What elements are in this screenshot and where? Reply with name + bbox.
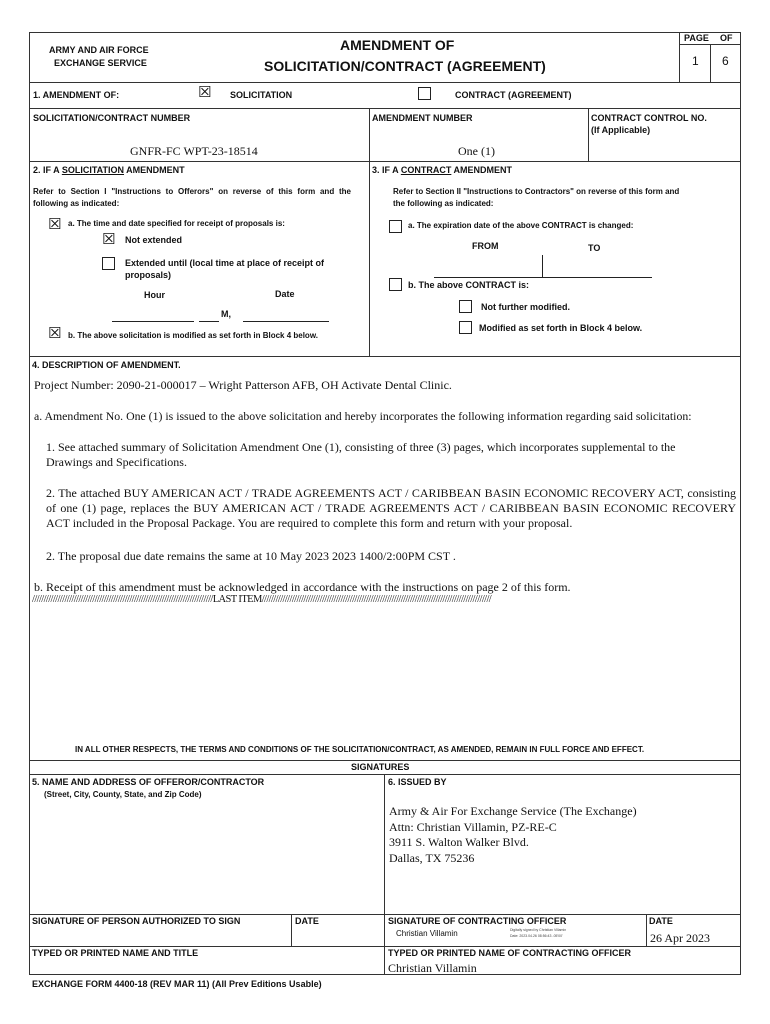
contracting-officer-signature-label: SIGNATURE OF CONTRACTING OFFICER [388, 916, 567, 926]
signature-date-label: DATE [295, 916, 319, 926]
issuer-line3: 3911 S. Walton Walker Blvd. [389, 835, 529, 849]
block3-a-checkbox[interactable] [389, 220, 402, 233]
issued-by-label: 6. ISSUED BY [388, 777, 447, 787]
not-modified-checkbox[interactable] [459, 300, 472, 313]
from-to-line [434, 277, 652, 278]
extended-label: Extended until (local time at place of receipt of proposals) [125, 258, 325, 280]
issuer-line4: Dallas, TX 75236 [389, 851, 475, 865]
page-total: 6 [722, 54, 729, 68]
description-label: 4. DESCRIPTION OF AMENDMENT. [32, 360, 181, 370]
org-name-line1: ARMY AND AIR FORCE [49, 45, 149, 55]
hour-line [112, 321, 194, 322]
m-label: M, [221, 309, 231, 319]
paragraph-b: b. Receipt of this amendment must be acknowledged in accordance with the instructions on page 2 of this form. [34, 580, 571, 594]
hour-label: Hour [144, 290, 165, 300]
block2-b-checkbox[interactable]: ☒ [48, 324, 62, 342]
block2-b-text: b. The above solicitation is modified as set forth in Block 4 below. [68, 331, 318, 340]
date-line [243, 321, 329, 322]
issuer-line2: Attn: Christian Villamin, PZ-RE-C [389, 820, 557, 834]
signatures-header: SIGNATURES [351, 762, 410, 772]
block2-intro: Refer to Section I "Instructions to Offerors" on reverse of this form and the following as indicated: [33, 187, 351, 208]
officer-date-value: 26 Apr 2023 [650, 931, 710, 945]
form-title-line2: SOLICITATION/CONTRACT (AGREEMENT) [264, 58, 546, 74]
item-1: 1. See attached summary of Solicitation Amendment One (1), consisting of three (3) pages, which incorporates supplemental to the Drawings and Specifications. [46, 440, 676, 469]
digital-signature-line1: Digitally signed by Christian Villamin [510, 928, 567, 932]
officer-signature-name: Christian Villamin [396, 929, 458, 938]
contract-checkbox[interactable] [418, 87, 431, 100]
typed-officer-label: TYPED OR PRINTED NAME OF CONTRACTING OFFICER [388, 948, 631, 958]
amendment-of-label: 1. AMENDMENT OF: [33, 90, 120, 100]
not-modified-label: Not further modified. [481, 302, 570, 312]
digital-signature-line2: Date: 2023.04.26 08:56:43 -05'00' [510, 934, 563, 938]
block3-a-text: a. The expiration date of the above CONTRACT is changed: [408, 221, 634, 230]
modified-checkbox[interactable] [459, 321, 472, 334]
block3-title: 3. IF A CONTRACT AMENDMENT [372, 165, 513, 175]
signature-person-label: SIGNATURE OF PERSON AUTHORIZED TO SIGN [32, 916, 241, 926]
block3-intro: Refer to Section II "Instructions to Contractors" on reverse of this form and the following as indicated: [393, 187, 680, 208]
last-item-marker: //////////////////////////////////////////////////////////////////////////////LAST ITEM/////////////////////////////////////////////////////////////////////////////////////////////////// [32, 594, 492, 605]
block2-a-checkbox[interactable]: ☒ [48, 215, 62, 233]
block2-a-text: a. The time and date specified for receipt of proposals is: [68, 219, 285, 228]
typed-officer-name: Christian Villamin [388, 961, 477, 975]
minute-line [199, 321, 219, 322]
of-label: OF [720, 33, 733, 43]
form-title-line1: AMENDMENT OF [340, 37, 455, 53]
from-to-divider [542, 255, 543, 277]
terms-statement: IN ALL OTHER RESPECTS, THE TERMS AND CONDITIONS OF THE SOLICITATION/CONTRACT, AS AMENDED, REMAIN IN FULL FORCE AND EFFECT. [75, 745, 645, 754]
block2-title: 2. IF A SOLICITATION AMENDMENT [33, 165, 185, 175]
solicitation-number-label: SOLICITATION/CONTRACT NUMBER [33, 113, 191, 123]
item-2: 2. The attached BUY AMERICAN ACT / TRADE AGREEMENTS ACT / CARIBBEAN BASIN ECONOMIC RECOVERY ACT, consisting of one (1) page, replaces the BUY AMERICAN ACT / TRADE AGREEMENTS ACT / CARIBBEAN BASIN ECONOMIC RECOVERY ACT included in the Proposal Package. You are required to complete this form and return with your proposal. [46, 486, 736, 530]
not-extended-label: Not extended [125, 235, 183, 245]
block3-b-text: b. The above CONTRACT is: [408, 280, 530, 290]
officer-date-label: DATE [649, 916, 673, 926]
page-label: PAGE [684, 33, 709, 43]
item-3: 2. The proposal due date remains the same at 10 May 2023 2023 1400/2:00PM CST . [46, 549, 456, 563]
amendment-number-value: One (1) [458, 144, 495, 158]
not-extended-checkbox[interactable]: ☒ [102, 230, 116, 248]
project-number: Project Number: 2090-21-000017 – Wright Patterson AFB, OH Activate Dental Clinic. [34, 378, 452, 392]
form-footer: EXCHANGE FORM 4400-18 (REV MAR 11) (All Prev Editions Usable) [32, 979, 322, 989]
offeror-label: 5. NAME AND ADDRESS OF OFFEROR/CONTRACTOR [32, 777, 265, 787]
issuer-line1: Army & Air For Exchange Service (The Exchange) [389, 804, 637, 818]
to-label: TO [588, 243, 601, 253]
block3-b-checkbox[interactable] [389, 278, 402, 291]
contract-control-sub: (If Applicable) [591, 125, 651, 135]
amendment-number-label: AMENDMENT NUMBER [372, 113, 473, 123]
contract-label: CONTRACT (AGREEMENT) [455, 90, 572, 100]
solicitation-checkbox[interactable]: ☒ [198, 83, 212, 101]
from-label: FROM [472, 241, 499, 251]
org-name-line2: EXCHANGE SERVICE [54, 58, 147, 68]
solicitation-label: SOLICITATION [230, 90, 293, 100]
extended-checkbox[interactable] [102, 257, 115, 270]
page-number: 1 [692, 54, 699, 68]
offeror-sub: (Street, City, County, State, and Zip Code) [44, 790, 202, 799]
contract-control-label: CONTRACT CONTROL NO. [591, 113, 707, 123]
modified-label: Modified as set forth in Block 4 below. [479, 323, 643, 333]
solicitation-number-value: GNFR-FC WPT-23-18514 [130, 144, 258, 158]
paragraph-a: a. Amendment No. One (1) is issued to the above solicitation and hereby incorporates the following information regarding said solicitation: [34, 409, 692, 423]
date-label: Date [275, 289, 295, 299]
typed-name-label: TYPED OR PRINTED NAME AND TITLE [32, 948, 199, 958]
